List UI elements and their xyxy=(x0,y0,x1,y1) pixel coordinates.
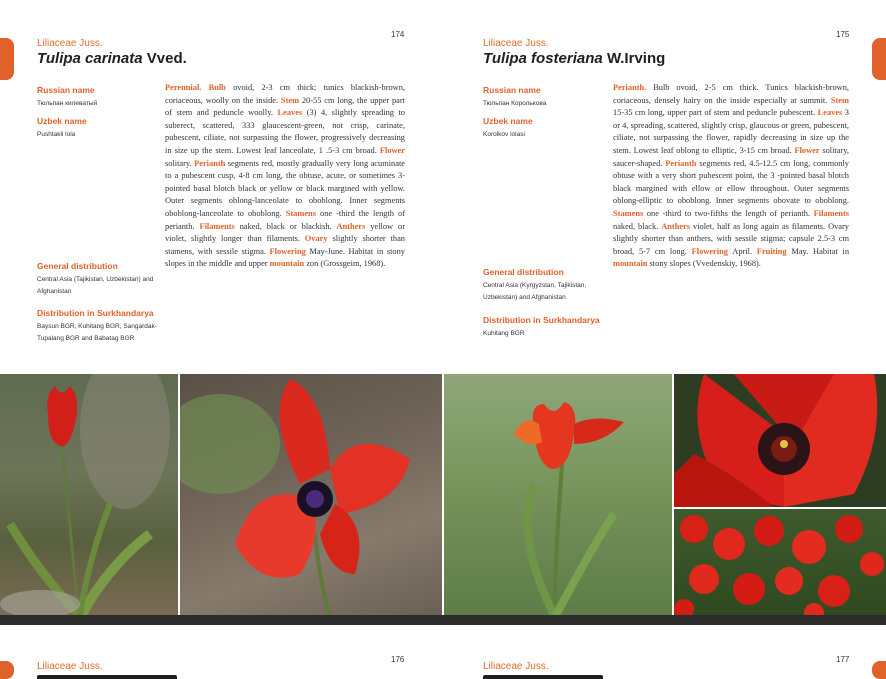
description-keyword: Flower xyxy=(794,145,820,155)
species-name: Tulipa carinata xyxy=(37,50,143,67)
uzbek-name-value: Korolkov lolasi xyxy=(483,131,525,138)
description-text: slightly shorter than stamens, with sessile stigma. xyxy=(165,234,405,256)
description-text: May-June. Habitat in stony slopes in the middle and upper xyxy=(165,246,405,269)
surkhandarya-value: Kuhitang BGR xyxy=(483,330,525,337)
description-keyword: mountain xyxy=(613,259,648,269)
description-keyword: Anthers xyxy=(661,221,691,231)
russian-name-value: Тюльпан Королькова xyxy=(483,100,547,107)
surkhandarya-value: Baysun BGR, Kuhitang BGR, Sangardak-Tupalang BGR and Babatag BGR xyxy=(37,323,157,342)
description-keyword: Stem xyxy=(280,95,300,105)
russian-name-label: Russian name xyxy=(483,85,541,95)
russian-name-value: Тюльпан килеватый xyxy=(37,100,98,107)
uzbek-name-block xyxy=(483,116,603,141)
species-description xyxy=(613,82,849,271)
description-text xyxy=(201,83,208,92)
tulip-fosteriana-photo-1 xyxy=(444,374,672,615)
right-page-tab xyxy=(872,661,886,679)
description-text: solitary, saucer-shaped. xyxy=(613,145,849,168)
description-text: naked, black or blackish. xyxy=(234,221,337,231)
species-author: W.Irving xyxy=(606,50,666,67)
description-text: yellow or violet, slightly longer than filaments. xyxy=(165,221,405,244)
description-text: Bulb ovoid, 2-5 cm thick. Tunics blackish-brown, coriaceous, densely hairy on the inside especially at summit. xyxy=(613,83,849,105)
description-keyword: Filaments xyxy=(813,208,849,218)
left-page xyxy=(0,0,443,372)
family-label: Liliaceae Juss. xyxy=(483,38,549,49)
description-keyword: Anthers xyxy=(336,221,366,231)
surkhandarya-label: Distribution in Surkhandarya xyxy=(37,308,154,318)
description-keyword: Stamens xyxy=(285,208,316,218)
description-text: 15-35 cm long, upper part of stem and peduncle pubescent. xyxy=(613,108,818,118)
tulip-fosteriana-closeup-photo xyxy=(674,374,886,507)
description-keyword: Stamens xyxy=(613,208,644,218)
description-text: violet, half as long again as filaments. Ovary slightly shorter than anthers, with sessile stigma; capsule 2.5-3 cm broad, 5-7 cm long. xyxy=(613,221,849,256)
tulip-fosteriana-field-photo xyxy=(674,509,886,615)
species-description xyxy=(165,82,405,271)
russian-name-block xyxy=(483,85,603,110)
tulip-carinata-photo-1 xyxy=(0,374,178,615)
general-distribution-block xyxy=(483,267,603,304)
description-text: segments red, mostly gradually very long acuminate to a pubescent cusp, 4-8 cm long, the obtuse, acute, or sometimes 3-pointed basal blotch black or yellow or black margined with yellow. Outer segments oblong-lanceolate to oboblong. Inner segments oboblong-lanceolate to oboblong. xyxy=(165,158,405,218)
description-text: naked, black. xyxy=(613,221,662,231)
family-label: Liliaceae Juss. xyxy=(37,661,103,672)
family-label: Liliaceae Juss. xyxy=(483,661,549,672)
description-keyword: Ovary xyxy=(304,234,328,244)
left-page-tab xyxy=(0,661,14,679)
general-distribution-label: General distribution xyxy=(37,261,118,271)
description-text: 20-55 cm long, the upper part of stem and peduncle woolly. xyxy=(165,95,405,118)
family-label: Liliaceae Juss. xyxy=(37,38,103,49)
general-distribution-value: Central Asia (Tajikistan, Uzbekistan) and Afghanistan xyxy=(37,276,154,295)
description-text: April. xyxy=(727,246,757,256)
description-text: (3) 4, slightly spreading to suberect, scattered, 333 glaucescent-green, not crisp, carinate, pubescent, ciliate, not surpassing the flower, progressively decreasing in size up the stem. Lowest leaf lanceolate, 1 .5-3 cm broad. xyxy=(165,108,405,155)
uzbek-name-label: Uzbek name xyxy=(483,116,533,126)
description-text: 3 or 4, spreading, scattered, slightly crisp, glaucous or green, pubescent, ciliate, not surpassing the flower, rapidly decreasing in size up the stem. Lowest leaf oblong to elliptic, 3-15 cm broad. xyxy=(613,108,849,155)
page-number: 176 xyxy=(391,655,405,664)
species-title-partial xyxy=(483,675,603,679)
uzbek-name-label: Uzbek name xyxy=(37,116,87,126)
surkhandarya-block xyxy=(483,315,603,340)
species-author: Vved. xyxy=(146,50,187,67)
description-keyword: mountain xyxy=(269,259,305,269)
russian-name-block xyxy=(37,85,157,110)
description-keyword: Perennial. xyxy=(165,83,202,92)
description-keyword: Leaves xyxy=(817,108,843,118)
species-title-partial xyxy=(37,675,177,679)
description-keyword: Bulb xyxy=(208,83,226,92)
uzbek-name-block xyxy=(37,116,157,141)
description-text: one -third the length of perianth. xyxy=(165,208,406,231)
right-page xyxy=(443,0,886,372)
description-keyword: Flowering xyxy=(269,246,306,256)
description-keyword: Perianth. xyxy=(613,83,647,92)
description-text: ovoid, 2-3 cm thick; tunics blackish-brown, coriaceous, woolly on the inside. xyxy=(165,83,406,105)
description-text: solitary. xyxy=(165,158,195,168)
description-keyword: Filaments xyxy=(199,221,235,231)
description-text: zon (Grossgeim, 1968). xyxy=(304,259,386,269)
spread-divider xyxy=(0,615,886,625)
general-distribution-label: General distribution xyxy=(483,267,564,277)
tulip-carinata-photo-2 xyxy=(180,374,442,615)
species-title xyxy=(483,50,665,67)
description-keyword: Perianth xyxy=(665,158,697,168)
species-name: Tulipa fosteriana xyxy=(483,50,603,67)
surkhandarya-label: Distribution in Surkhandarya xyxy=(483,315,600,325)
next-spread xyxy=(0,625,886,679)
description-keyword: Perianth xyxy=(194,158,226,168)
page-number: 177 xyxy=(836,655,850,664)
description-text: May. Habitat in xyxy=(786,246,850,256)
description-text: segments red, 4.5-12.5 cm long, commonly obtuse with a very short pubescent point, the 3 -pointed basal blotch black margined with ellow or ellow throughout. Outer segments oblong-elliptic to oboblong. Inner segments obovate to oboblong. xyxy=(613,158,849,206)
russian-name-label: Russian name xyxy=(37,85,95,95)
page-number: 174 xyxy=(391,30,405,39)
species-title xyxy=(37,50,187,67)
general-distribution-block xyxy=(37,261,157,298)
surkhandarya-block xyxy=(37,308,157,345)
uzbek-name-value: Pushtakli lola xyxy=(37,131,76,138)
description-keyword: Leaves xyxy=(277,108,303,118)
description-text: one -third to two-fifths the length of perianth. xyxy=(643,208,814,218)
page-number: 175 xyxy=(836,30,850,39)
general-distribution-value: Central Asia (Kyrgyzstan, Tajikistan, Uzbekistan) and Afghanistan xyxy=(483,282,587,301)
description-keyword: Stem xyxy=(830,95,849,105)
description-keyword: Fruiting xyxy=(756,246,787,256)
description-keyword: Flowering xyxy=(691,246,728,256)
description-keyword: Flower xyxy=(379,145,405,155)
description-text: stony slopes (Vvedenskiy, 1968). xyxy=(647,259,761,269)
